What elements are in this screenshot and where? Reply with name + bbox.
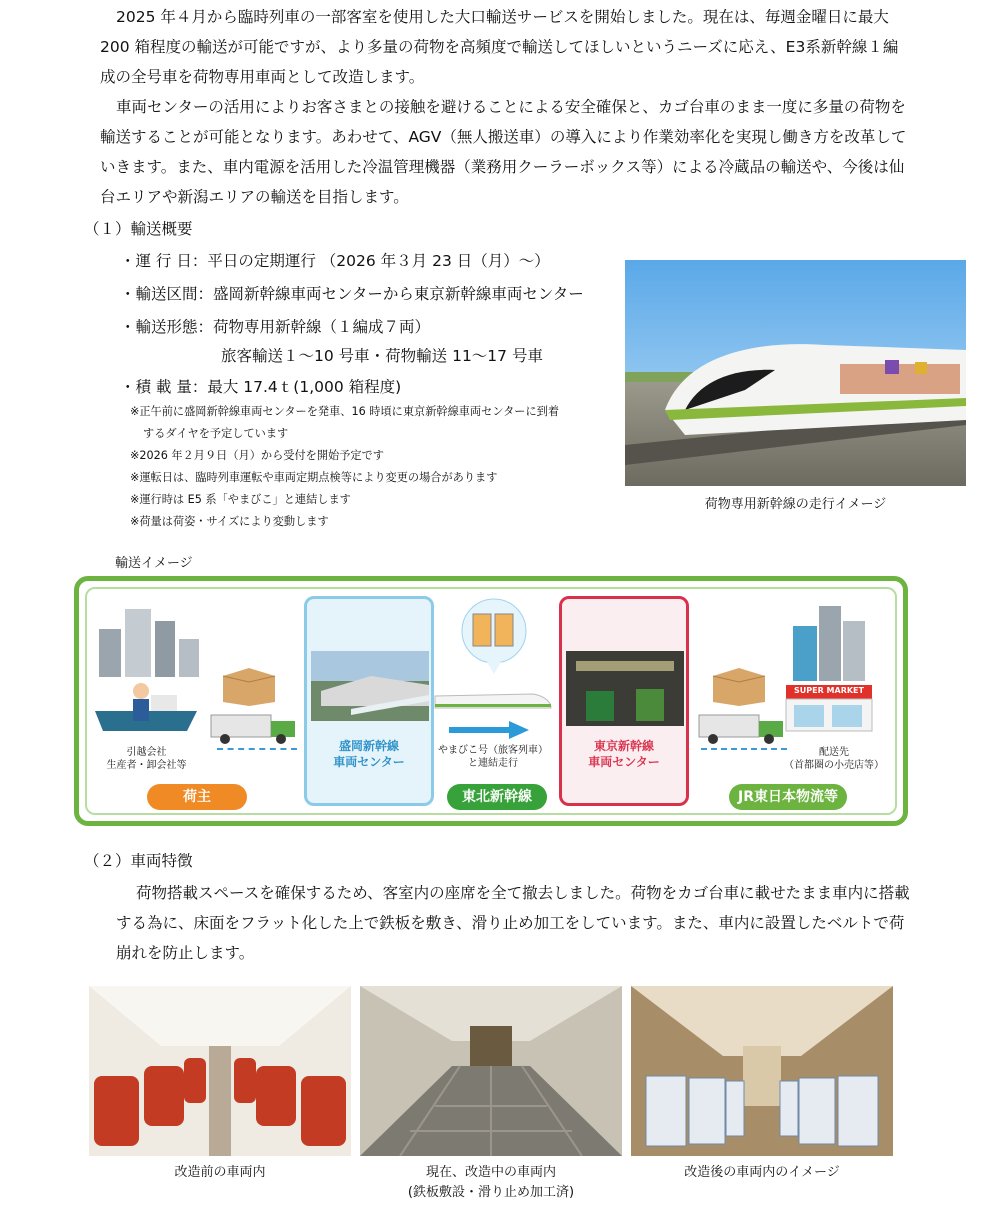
supermarket-text: SUPER MARKET xyxy=(794,686,864,695)
section-heading-1: （１）輸送概要 xyxy=(84,220,193,238)
tokyo-label: 東京新幹線 車両センター xyxy=(588,739,660,769)
arrow-3 xyxy=(701,748,787,750)
shinkansen-icon xyxy=(433,686,553,716)
note-3: ※運転日は、臨時列車運転や車両定期点検等により変更の場合があります xyxy=(130,471,498,484)
ship-icon xyxy=(91,681,201,737)
morioka-depot-photo xyxy=(311,651,429,721)
spec-row-date: ・運 行 日：平日の定期運行 （2026 年３月 23 日（月）～） xyxy=(120,252,550,270)
package-icon-2 xyxy=(709,666,769,706)
package-icon xyxy=(219,666,279,706)
section-heading-2: （２）車両特徴 xyxy=(84,852,193,870)
spec-row-form: ・輸送形態：荷物専用新幹線（１編成７両） xyxy=(120,318,431,336)
current-caption: 現在、改造中の車両内 (鉄板敷設・滑り止め加工済) xyxy=(407,1165,575,1200)
buildings-icon xyxy=(93,599,203,679)
diagram-label: 輸送イメージ xyxy=(115,556,193,571)
intro-paragraph-1: 2025 年４月から臨時列車の一部客室を使用した大口輸送サービスを開始しました。現在は、毎週金曜日に最大 200 箱程度の輸送が可能ですが、より多量の荷物を高頻度で輸送してほしいというニーズに応え、E3系新幹線１編成の全号車を荷物専用車両として改造します。 xyxy=(100,8,899,86)
cart-bubble-icon xyxy=(459,596,529,676)
truck-icon-2 xyxy=(697,711,787,746)
spec-row-capacity: ・積 載 量：最大 17.4ｔ(1,000 箱程度) xyxy=(120,378,402,396)
after-caption: 改造後の車両内のイメージ xyxy=(684,1165,840,1180)
spec-row-form-detail: 旅客輸送１～10 号車・荷物輸送 11～17 号車 xyxy=(221,347,543,365)
morioka-label: 盛岡新幹線 車両センター xyxy=(333,739,405,769)
note-1b: するダイヤを予定しています xyxy=(143,427,289,440)
arrow-2-icon xyxy=(449,721,529,739)
shipper-caption: 引越会社 生産者・卸会社等 xyxy=(106,747,187,771)
note-4: ※運行時は E5 系「やまびこ」と連結します xyxy=(130,493,351,506)
current-interior-photo xyxy=(360,986,622,1156)
shipper-pill: 荷主 xyxy=(147,784,247,810)
note-2: ※2026 年２月９日（月）から受付を開始予定です xyxy=(130,449,384,462)
destination-caption: 配送先 （首都圏の小売店等） xyxy=(784,747,884,771)
truck-icon xyxy=(209,711,299,746)
train-pill: 東北新幹線 xyxy=(447,784,547,810)
section2-body: 荷物搭載スペースを確保するため、客室内の座席を全て撤去しました。荷物をカゴ台車に載せたまま車内に搭載する為に、床面をフラット化した上で鉄板を敷き、滑り止め加工をしています。また、車内に設置したベルトで荷崩れを防止します。 xyxy=(116,884,910,962)
spec-row-route: ・輸送区間：盛岡新幹線車両センターから東京新幹線車両センター xyxy=(120,285,584,303)
intro-paragraph-2: 車両センターの活用によりお客さまとの接触を避けることによる安全確保と、カゴ台車のまま一度に多量の荷物を輸送することが可能となります。あわせて、AGV（無人搬送車）の導入により作業効率化を実現し働き方を改革していきます。また、車内電源を活用した冷温管理機器（業務用クーラーボックス等）による冷蔵品の輸送や、今後は仙台エリアや新潟エリアの輸送を目指します。 xyxy=(100,98,907,206)
tokyo-depot-photo xyxy=(566,651,684,726)
logistics-pill: JR東日本物流等 xyxy=(729,784,847,810)
train-caption: やまびこ号（旅客列車） と連結走行 xyxy=(438,745,548,769)
train-photo xyxy=(625,260,966,486)
train-photo-caption: 荷物専用新幹線の走行イメージ xyxy=(704,497,887,512)
city-buildings-icon xyxy=(789,596,869,681)
note-1: ※正午前に盛岡新幹線車両センターを発車、16 時頃に東京新幹線車両センターに到着 xyxy=(130,405,560,418)
before-interior-photo xyxy=(89,986,351,1156)
after-interior-photo xyxy=(631,986,893,1156)
arrow-1 xyxy=(217,748,297,750)
transport-diagram xyxy=(74,576,908,826)
before-caption: 改造前の車両内 xyxy=(174,1165,266,1180)
note-5: ※荷量は荷姿・サイズにより変動します xyxy=(130,515,329,528)
